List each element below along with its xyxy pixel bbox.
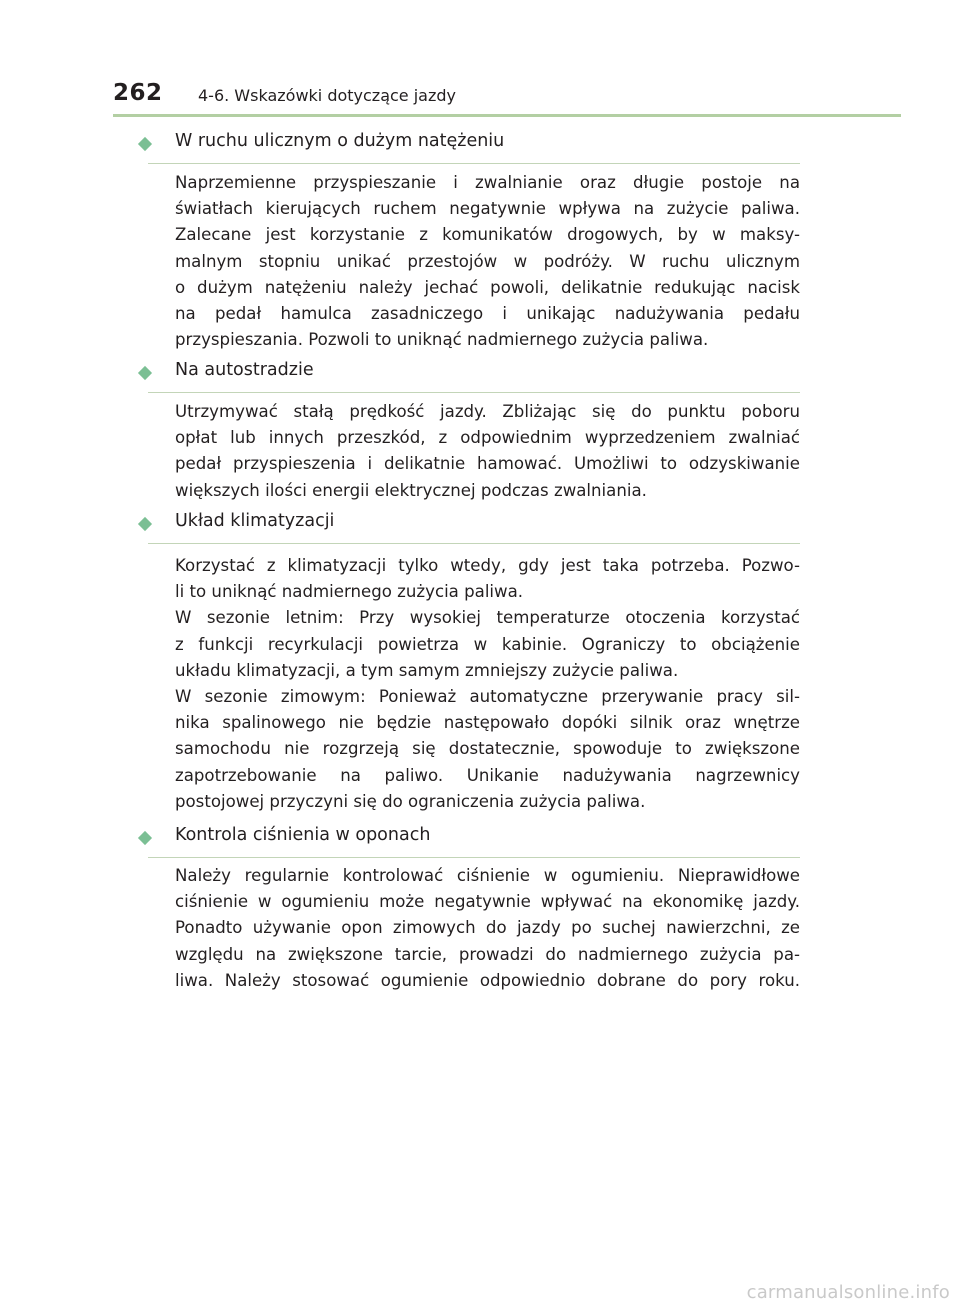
section-heading [134,131,834,165]
text-line: opłat lub innych przeszkód, z odpowiednim wyprzedzeniem zwalniać [175,428,800,448]
section-body [175,553,800,815]
section-body [175,399,800,504]
section-title: W ruchu ulicznym o dużym natężeniu [175,131,505,151]
page-number: 262 [113,80,163,106]
section-body [175,170,800,353]
section-heading [134,511,834,545]
text-line: zapotrzebowanie na paliwo. Unikanie nadużywania nagrzewnicy [175,765,800,785]
text-line: większych ilości energii elektrycznej podczas zwalniania. [175,480,647,500]
diamond-bullet-icon [138,137,152,151]
text-line: Utrzymywać stałą prędkość jazdy. Zbliżając się do punktu poboru [175,402,800,421]
section-heading [134,360,834,394]
text-line: Zalecane jest korzystanie z komunikatów drogowych, by w maksy- [175,225,800,245]
section-body [175,863,800,994]
diamond-bullet-icon [138,517,152,531]
text-line: światłach kierujących ruchem negatywnie wpływa na zużycie paliwa. [175,199,800,219]
text-line: postojowej przyczyni się do ograniczenia zużycia paliwa. [175,791,646,811]
text-line: o dużym natężeniu należy jechać powoli, delikatnie redukując nacisk [175,277,800,297]
text-line: liwa. Należy stosować ogumienie odpowiednio dobrane do pory roku. [175,970,800,990]
text-line: pedał przyspieszenia i delikatnie hamować. Umożliwi to odzyskiwanie [175,454,800,474]
watermark: carmanualsonline.info [746,1282,950,1303]
text-line: malnym stopniu unikać przestojów w podróży. W ruchu ulicznym [175,251,800,271]
text-line: ciśnienie w ogumieniu może negatywnie wpływać na ekonomikę jazdy. [175,892,800,912]
diamond-bullet-icon [138,831,152,845]
section-title: Układ klimatyzacji [175,511,335,531]
text-line: z funkcji recyrkulacji powietrza w kabinie. Ograniczy to obciążenie [175,634,800,654]
diamond-bullet-icon [138,366,152,380]
text-line: W sezonie zimowym: Ponieważ automatyczne przerywanie pracy sil- [175,687,800,707]
text-line: Korzystać z klimatyzacji tylko wtedy, gdy jest taka potrzeba. Pozwo- [175,556,800,575]
text-line: układu klimatyzacji, a tym samym zmniejszy zużycie paliwa. [175,660,679,680]
section-divider [148,163,800,164]
chapter-title: 4-6. Wskazówki dotyczące jazdy [198,86,457,105]
text-line: Naprzemienne przyspieszanie i zwalnianie oraz długie postoje na [175,173,800,192]
section-title: Kontrola ciśnienia w oponach [175,825,431,845]
text-line: Należy regularnie kontrolować ciśnienie w ogumieniu. Nieprawidłowe [175,866,800,885]
section-divider [148,392,800,393]
text-line: nika spalinowego nie będzie następowało dopóki silnik oraz wnętrze [175,713,800,733]
section-divider [148,857,800,858]
section-title: Na autostradzie [175,360,314,380]
header-divider [113,114,901,117]
text-line: przyspieszania. Pozwoli to uniknąć nadmiernego zużycia paliwa. [175,330,709,350]
text-line: Ponadto używanie opon zimowych do jazdy po suchej nawierzchni, ze [175,918,800,938]
text-line: samochodu nie rozgrzeją się dostatecznie, spowoduje to zwiększone [175,739,800,759]
section-divider [148,543,800,544]
page-header [0,0,960,120]
text-line: względu na zwiększone tarcie, prowadzi do nadmiernego zużycia pa- [175,944,800,964]
section-heading [134,825,834,859]
text-line: W sezonie letnim: Przy wysokiej temperaturze otoczenia korzystać [175,608,800,628]
text-line: na pedał hamulca zasadniczego i unikając nadużywania pedału [175,304,800,324]
text-line: li to uniknąć nadmiernego zużycia paliwa. [175,582,524,602]
